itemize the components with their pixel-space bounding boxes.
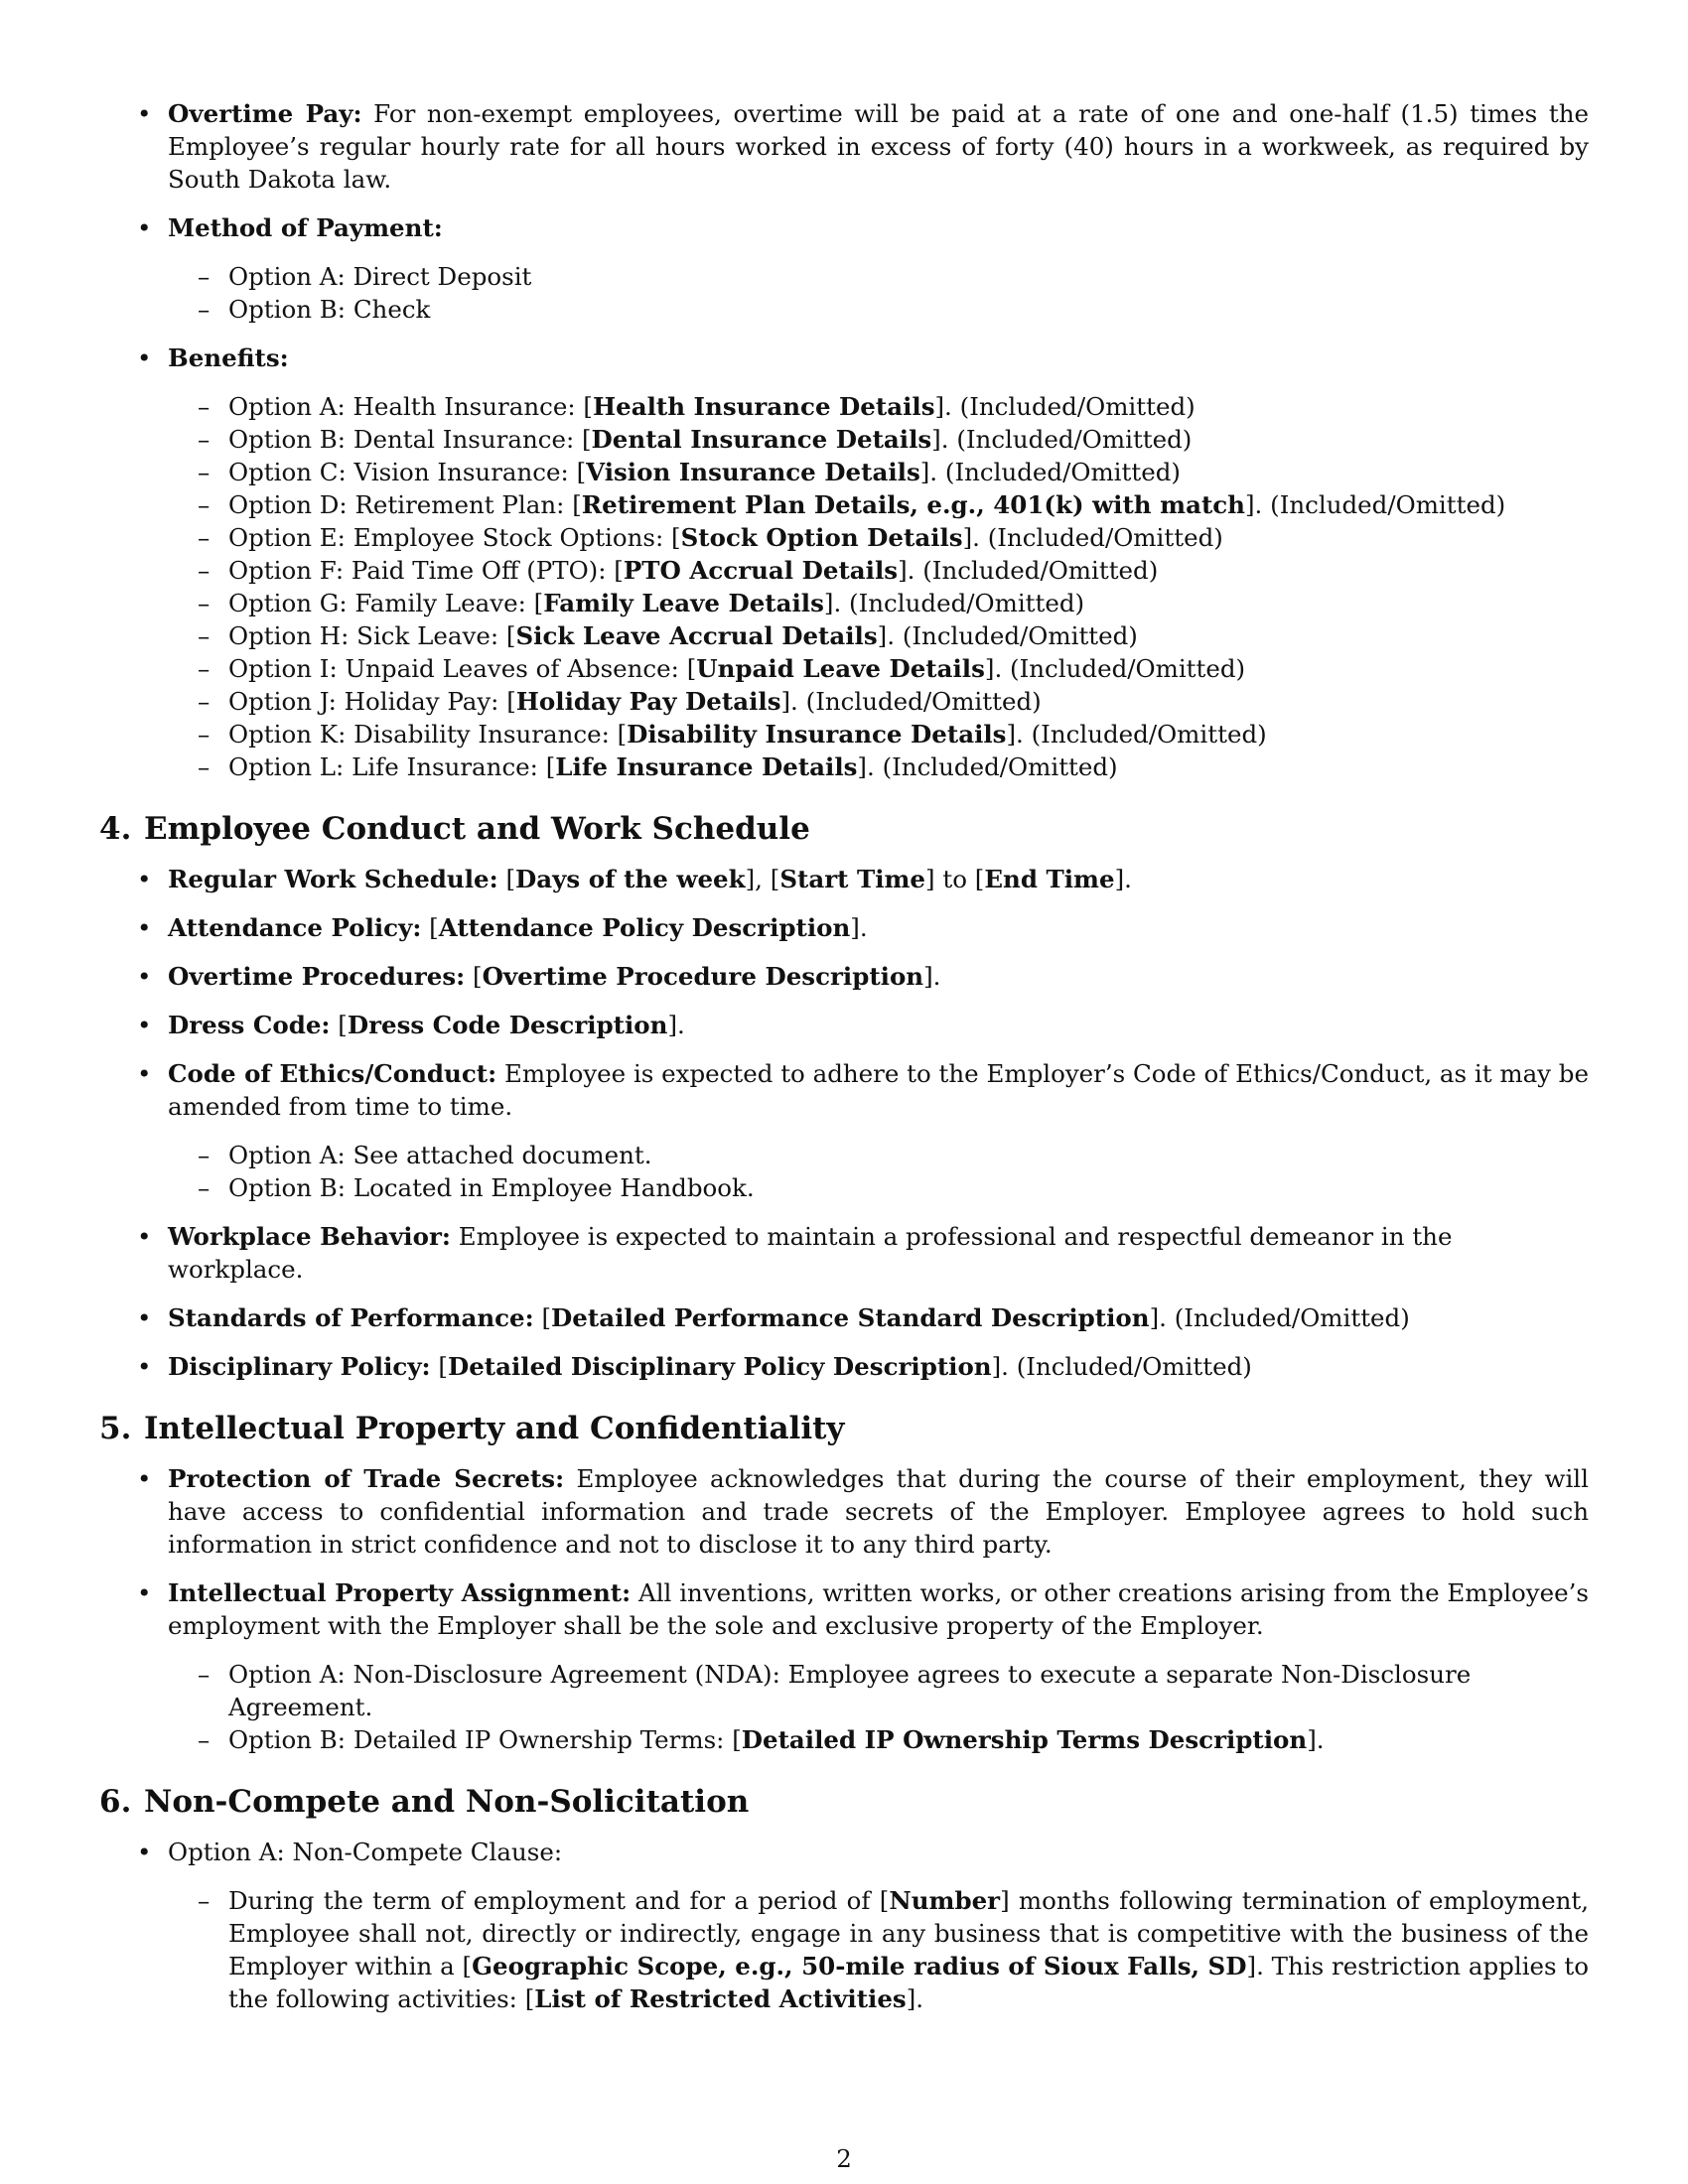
benefit-option-prefix: Option I: Unpaid Leaves of Absence: xyxy=(228,654,687,683)
benefit-option: – Option A: Health Insurance: [Health Insurance Details]. (Included/Omitted) xyxy=(168,390,1589,423)
benefit-option-status: (Included/Omitted) xyxy=(1270,490,1506,519)
benefit-option: – Option F: Paid Time Off (PTO): [PTO Accrual Details]. (Included/Omitted) xyxy=(168,554,1589,587)
benefits-label: Benefits: xyxy=(168,343,289,372)
work-schedule-label: Regular Work Schedule: xyxy=(168,865,498,893)
discipline-item: • Disciplinary Policy: [Detailed Disciplinary Policy Description]. (Included/Omitted) xyxy=(99,1350,1589,1383)
payment-method-label: Method of Payment: xyxy=(168,213,443,242)
section-title: Non-Compete and Non-Solicitation xyxy=(144,1784,750,1820)
trade-secrets-text: Employee acknowledges that during the course of their employment, they will have access to confidential information and trade secrets of the Employer. Employee agrees to hold such information in strict confidence and not to disclose it to any third party. xyxy=(168,1464,1589,1559)
start-time-placeholder: Start Time xyxy=(779,865,926,893)
benefit-option: – Option K: Disability Insurance: [Disability Insurance Details]. (Included/Omitted) xyxy=(168,718,1589,751)
section-heading-6 xyxy=(99,1782,1589,1822)
attendance-label: Attendance Policy: xyxy=(168,913,422,942)
ethics-options xyxy=(168,1139,1589,1204)
benefit-option: – Option G: Family Leave: [Family Leave Details]. (Included/Omitted) xyxy=(168,587,1589,619)
overtime-procedures-item: • Overtime Procedures: [Overtime Procedure Description]. xyxy=(99,960,1589,993)
ip-option-b-placeholder: Detailed IP Ownership Terms Description xyxy=(741,1725,1308,1754)
performance-status: (Included/Omitted) xyxy=(1174,1303,1410,1332)
benefit-option-status: (Included/Omitted) xyxy=(922,556,1159,585)
benefit-option-status: (Included/Omitted) xyxy=(959,392,1196,421)
benefit-option-prefix: Option K: Disability Insurance: xyxy=(228,720,618,749)
ethics-text: Employee is expected to adhere to the Employer’s Code of Ethics/Conduct, as it may be amended from time to time. xyxy=(168,1059,1589,1121)
benefits-item xyxy=(99,341,1589,783)
section-heading-5 xyxy=(99,1409,1589,1448)
clause-text: . xyxy=(915,1984,924,2013)
payment-method-item xyxy=(99,211,1589,326)
benefit-option-placeholder: Life Insurance Details xyxy=(555,752,858,781)
section-number: 4. xyxy=(99,811,132,847)
benefit-option-prefix: Option F: Paid Time Off (PTO): xyxy=(228,556,615,585)
payment-option: – Option B: Check xyxy=(168,293,1589,326)
benefit-option-prefix: Option H: Sick Leave: xyxy=(228,621,506,650)
non-compete-item xyxy=(99,1836,1589,2015)
benefit-option-status: (Included/Omitted) xyxy=(882,752,1118,781)
benefit-option-placeholder: Sick Leave Accrual Details xyxy=(515,621,878,650)
overtime-procedures-label: Overtime Procedures: xyxy=(168,962,466,991)
non-compete-clause: – During the term of employment and for a period of [Number] months following termination of employment, Employee shall not, directly or indirectly, engage in any business that is competitive with the business of the Employer within a [Geographic Scope, e.g., 50-mile radius of Sioux Falls, SD]. This restriction applies to the following activities: [List of Restricted Activities]. xyxy=(168,1884,1589,2015)
page-number: 2 xyxy=(836,2144,852,2173)
behavior-label: Workplace Behavior: xyxy=(168,1222,451,1251)
benefit-option: – Option L: Life Insurance: [Life Insurance Details]. (Included/Omitted) xyxy=(168,751,1589,783)
overtime-pay-text: For non-exempt employees, overtime will be paid at a rate of one and one-half (1.5) times the Employee’s regular hourly rate for all hours worked in excess of forty (40) hours in a workweek, as required by South Dakota law. xyxy=(168,99,1589,194)
performance-label: Standards of Performance: xyxy=(168,1303,534,1332)
benefit-option: – Option I: Unpaid Leaves of Absence: [Unpaid Leave Details]. (Included/Omitted) xyxy=(168,652,1589,685)
benefit-option-prefix: Option L: Life Insurance: xyxy=(228,752,546,781)
benefit-option-placeholder: Disability Insurance Details xyxy=(627,720,1007,749)
ip-list xyxy=(99,1462,1589,1756)
section-title: Employee Conduct and Work Schedule xyxy=(144,811,810,847)
benefit-option-status: (Included/Omitted) xyxy=(1010,654,1246,683)
attendance-placeholder: Attendance Policy Description xyxy=(438,913,851,942)
non-compete-list xyxy=(99,1836,1589,2015)
clause-text: During the term of employment and for a period of xyxy=(228,1886,880,1915)
benefit-option: – Option B: Dental Insurance: [Dental Insurance Details]. (Included/Omitted) xyxy=(168,423,1589,456)
number-placeholder: Number xyxy=(889,1886,1001,1915)
benefit-option-status: (Included/Omitted) xyxy=(902,621,1138,650)
benefit-option-placeholder: PTO Accrual Details xyxy=(623,556,899,585)
ethics-item xyxy=(99,1057,1589,1204)
non-compete-label: Option A: Non-Compete Clause: xyxy=(168,1838,563,1866)
benefit-option-status: (Included/Omitted) xyxy=(944,458,1181,486)
days-placeholder: Days of the week xyxy=(515,865,746,893)
benefit-option-placeholder: Holiday Pay Details xyxy=(515,687,781,716)
clause-text: . This restriction applies to the following activities: xyxy=(228,1952,1589,2013)
benefit-option-placeholder: Unpaid Leave Details xyxy=(696,654,985,683)
behavior-item xyxy=(99,1220,1589,1286)
benefit-option-status: (Included/Omitted) xyxy=(1031,720,1267,749)
to-text: to xyxy=(942,865,967,893)
ethics-option: – Option B: Located in Employee Handbook. xyxy=(168,1171,1589,1204)
overtime-pay-label: Overtime Pay: xyxy=(168,99,362,128)
benefit-option-prefix: Option J: Holiday Pay: xyxy=(228,687,507,716)
document-page xyxy=(99,97,1589,2031)
conduct-list xyxy=(99,863,1589,1383)
geographic-scope-placeholder: Geographic Scope, e.g., 50-mile radius of Sioux Falls, SD xyxy=(472,1952,1247,1980)
payment-options xyxy=(168,260,1589,326)
ip-assignment-item xyxy=(99,1576,1589,1756)
performance-placeholder: Detailed Performance Standard Description xyxy=(551,1303,1150,1332)
ip-option-b-prefix: Option B: Detailed IP Ownership Terms: xyxy=(228,1725,733,1754)
section-title: Intellectual Property and Confidentiality xyxy=(144,1411,845,1446)
benefits-options xyxy=(168,390,1589,783)
ip-options xyxy=(168,1658,1589,1756)
trade-secrets-label: Protection of Trade Secrets: xyxy=(168,1464,565,1493)
discipline-status: (Included/Omitted) xyxy=(1016,1352,1252,1381)
benefit-option-placeholder: Retirement Plan Details, e.g., 401(k) with match xyxy=(581,490,1245,519)
restricted-activities-placeholder: List of Restricted Activities xyxy=(534,1984,907,2013)
benefit-option-placeholder: Health Insurance Details xyxy=(592,392,935,421)
ip-option-b: – Option B: Detailed IP Ownership Terms: [Detailed IP Ownership Terms Description]. xyxy=(168,1723,1589,1756)
benefit-option: – Option C: Vision Insurance: [Vision Insurance Details]. (Included/Omitted) xyxy=(168,456,1589,488)
behavior-text: Employee is expected to maintain a professional and respectful demeanor in the workplace. xyxy=(168,1222,1453,1284)
benefit-option-prefix: Option G: Family Leave: xyxy=(228,589,534,617)
trade-secrets-item xyxy=(99,1462,1589,1561)
benefit-option-placeholder: Vision Insurance Details xyxy=(586,458,920,486)
ip-option-a: – Option A: Non-Disclosure Agreement (NDA): Employee agrees to execute a separate Non-Disclosure Agreement. xyxy=(168,1658,1589,1723)
section-number: 5. xyxy=(99,1411,132,1446)
dress-code-placeholder: Dress Code Description xyxy=(347,1011,668,1039)
benefit-option-prefix: Option B: Dental Insurance: xyxy=(228,425,582,454)
benefit-option-status: (Included/Omitted) xyxy=(849,589,1085,617)
benefit-option: – Option H: Sick Leave: [Sick Leave Accrual Details]. (Included/Omitted) xyxy=(168,619,1589,652)
benefit-option-prefix: Option C: Vision Insurance: xyxy=(228,458,577,486)
ethics-paragraph xyxy=(168,1057,1589,1123)
section-heading-4 xyxy=(99,809,1589,849)
work-schedule-item: • Regular Work Schedule: [Days of the week], [Start Time] to [End Time]. xyxy=(99,863,1589,895)
attendance-item: • Attendance Policy: [Attendance Policy Description]. xyxy=(99,911,1589,944)
benefit-option-status: (Included/Omitted) xyxy=(956,425,1193,454)
ip-assignment-text: All inventions, written works, or other creations arising from the Employee’s employment with the Employer shall be the sole and exclusive property of the Employer. xyxy=(168,1578,1589,1640)
benefit-option: – Option E: Employee Stock Options: [Stock Option Details]. (Included/Omitted) xyxy=(168,521,1589,554)
benefit-option-prefix: Option D: Retirement Plan: xyxy=(228,490,573,519)
end-time-placeholder: End Time xyxy=(984,865,1115,893)
ethics-label: Code of Ethics/Conduct: xyxy=(168,1059,497,1088)
benefit-option-prefix: Option E: Employee Stock Options: xyxy=(228,523,672,552)
section-number: 6. xyxy=(99,1784,132,1820)
payment-option: – Option A: Direct Deposit xyxy=(168,260,1589,293)
benefit-option-status: (Included/Omitted) xyxy=(987,523,1223,552)
performance-item: • Standards of Performance: [Detailed Performance Standard Description]. (Included/Omitted) xyxy=(99,1301,1589,1334)
ip-assignment-paragraph xyxy=(168,1576,1589,1642)
dress-code-item: • Dress Code: [Dress Code Description]. xyxy=(99,1009,1589,1041)
benefit-option: – Option J: Holiday Pay: [Holiday Pay Details]. (Included/Omitted) xyxy=(168,685,1589,718)
benefit-option-placeholder: Stock Option Details xyxy=(680,523,963,552)
non-compete-clauses xyxy=(168,1884,1589,2015)
benefit-option-status: (Included/Omitted) xyxy=(805,687,1042,716)
discipline-placeholder: Detailed Disciplinary Policy Description xyxy=(447,1352,992,1381)
compensation-list xyxy=(99,97,1589,783)
dress-code-label: Dress Code: xyxy=(168,1011,331,1039)
overtime-procedures-placeholder: Overtime Procedure Description xyxy=(482,962,924,991)
benefit-option: – Option D: Retirement Plan: [Retirement Plan Details, e.g., 401(k) with match]. (Included/Omitted) xyxy=(168,488,1589,521)
benefit-option-placeholder: Family Leave Details xyxy=(543,589,824,617)
overtime-pay-item xyxy=(99,97,1589,196)
ethics-option: – Option A: See attached document. xyxy=(168,1139,1589,1171)
clause-text: months following termination of employment, Employee shall not, directly or indirectly, engage in any business that is competitive with the business of the Employer within a xyxy=(228,1886,1589,1980)
benefit-option-prefix: Option A: Health Insurance: xyxy=(228,392,584,421)
ip-assignment-label: Intellectual Property Assignment: xyxy=(168,1578,632,1607)
discipline-label: Disciplinary Policy: xyxy=(168,1352,431,1381)
benefit-option-placeholder: Dental Insurance Details xyxy=(591,425,932,454)
